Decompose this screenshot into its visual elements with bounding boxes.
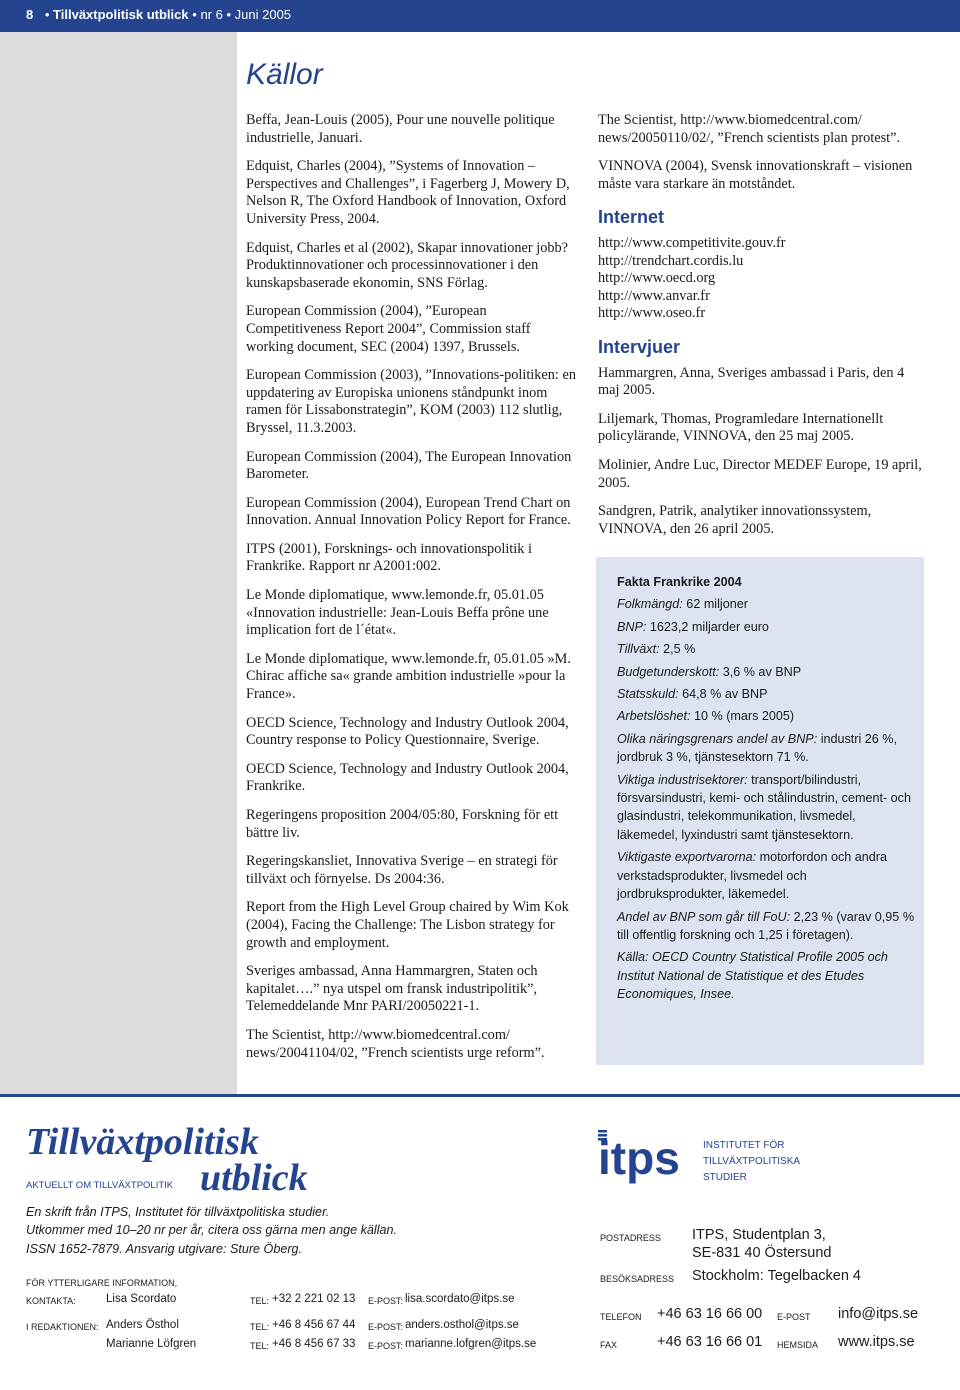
fact-value: 1623,2 miljarder euro bbox=[646, 619, 769, 634]
fact-item bbox=[617, 848, 917, 903]
fact-label: Viktigaste exportvarorna: bbox=[617, 850, 757, 865]
header-text bbox=[26, 7, 291, 22]
header-bullet: • bbox=[44, 7, 50, 22]
reference-item: OECD Science, Technology and Industry Outlook 2004, Frankrike. bbox=[246, 760, 569, 795]
interview-item: Molinier, Andre Luc, Director MEDEF Europe, 19 april, 2005. bbox=[598, 456, 922, 491]
tel-label: TEL: bbox=[250, 1322, 270, 1332]
reference-item: Edquist, Charles (2004), ”Systems of Innovation – Perspectives and Challenges”, i Fagerberg J, Mowery D, Nelson R, The Oxford Handbook of Innovation, Oxford University Press, 2004. bbox=[246, 158, 570, 227]
fact-label: Tillväxt: bbox=[617, 642, 660, 657]
publication-info-line: Utkommer med 10–20 nr per år, citera oss gärna men ange källan. bbox=[26, 1223, 398, 1238]
fact-value: 62 miljoner bbox=[682, 597, 748, 612]
fact-value: industri 26 %, jordbruk 3 %, tjänstesektorn 71 %. bbox=[617, 731, 898, 765]
intervjuer-heading: Intervjuer bbox=[598, 336, 681, 357]
fact-value: 2,23 % (varav 0,95 % till offentlig forskning och 1,25 i företagen). bbox=[617, 909, 915, 942]
web-link[interactable]: http://www.oecd.org bbox=[598, 270, 716, 287]
redaktion-label: I REDAKTIONEN: bbox=[26, 1322, 99, 1332]
editor-name: Anders Östhol bbox=[106, 1319, 179, 1331]
editor-email[interactable]: marianne.lofgren@itps.se bbox=[405, 1338, 537, 1350]
website-link[interactable]: www.itps.se bbox=[838, 1334, 915, 1350]
contact-phone: +32 2 221 02 13 bbox=[272, 1293, 356, 1305]
fact-item bbox=[617, 618, 917, 636]
fact-value: 2,5 % bbox=[659, 642, 696, 657]
issue-number: nr 6 bbox=[200, 7, 223, 22]
reference-item: The Scientist, http://www.biomedcentral.com/ news/20041104/02, ”French scientists urge reform”. bbox=[246, 1026, 545, 1061]
editor-email[interactable]: anders.osthol@itps.se bbox=[405, 1319, 519, 1331]
postal-address-line: ITPS, Studentplan 3, bbox=[692, 1227, 826, 1243]
institute-name bbox=[703, 1138, 800, 1186]
interview-item: Sandgren, Patrik, analytiker innovationssystem, VINNOVA, den 26 april 2005. bbox=[598, 503, 872, 537]
fact-item bbox=[617, 771, 917, 845]
fact-source: Källa: OECD Country Statistical Profile 2005 och Institut National de Statistique et des Etudes Economiques, Insee. bbox=[617, 950, 888, 1002]
fact-label: Olika näringsgrenars andel av BNP: bbox=[617, 731, 818, 746]
reference-item: ITPS (2001), Forsknings- och innovationspolitik i Frankrike. Rapport nr A2001:002. bbox=[246, 540, 532, 575]
fact-value: motorfordon och andra verkstadsprodukter, livsmedel och jordbruksprodukter, läkemedel. bbox=[617, 850, 887, 902]
editor-phone: +46 8 456 67 44 bbox=[272, 1319, 356, 1331]
fact-value: 10 % (mars 2005) bbox=[690, 709, 795, 724]
reference-item: Edquist, Charles et al (2002), Skapar innovationer jobb? Produktinnovationer och processinnovationer i den kunskapsbaserade ekonomin, SNS Förlag. bbox=[246, 239, 569, 291]
web-link[interactable]: http://www.oseo.fr bbox=[598, 305, 706, 322]
publication-name: Tillväxtpolitisk utblick bbox=[53, 7, 189, 22]
page-number: 8 bbox=[26, 7, 34, 22]
masthead-title-line1: Tillväxtpolitisk bbox=[26, 1121, 259, 1163]
reference-item: Beffa, Jean-Louis (2005), Pour une nouvelle politique industrielle, Januari. bbox=[246, 112, 555, 146]
masthead-tagline: AKTUELLT OM TILLVÄXTPOLITIK bbox=[26, 1180, 174, 1191]
reference-item: European Commission (2003), ”Innovations-politiken: en uppdatering av Europiska unionens ståndpunkt inom ramen för Lissabonstrategin”, KOM (2003) 112 slutlig, Bryssel, 11.3.2003. bbox=[246, 367, 576, 436]
fact-label: Viktiga industrisektorer: bbox=[617, 772, 748, 787]
contact-name: Lisa Scordato bbox=[106, 1293, 177, 1305]
fact-label: Arbetslöshet: bbox=[617, 709, 691, 724]
fact-value: 3,6 % av BNP bbox=[719, 664, 802, 679]
fact-item bbox=[617, 707, 917, 725]
fact-label: Budgetunderskott: bbox=[617, 664, 720, 679]
reference-item: European Commission (2004), European Trend Chart on Innovation. Annual Innovation Policy Report for France. bbox=[246, 494, 571, 529]
fax-number: +46 63 16 66 01 bbox=[657, 1334, 763, 1350]
publication-info-line: ISSN 1652-7879. Ansvarig utgivare: Sture Öberg. bbox=[26, 1241, 303, 1256]
reference-item: Sveriges ambassad, Anna Hammargren, Staten och kapitalet….” nya utspel om fransk industripolitik”, Telemeddelande Mnr PARI/20050221-1. bbox=[246, 963, 538, 1015]
reference-item: European Commission (2004), The European Innovation Barometer. bbox=[246, 448, 572, 483]
reference-item: Report from the High Level Group chaired by Wim Kok (2004), Facing the Challenge: The Lisbon strategy for growth and employment. bbox=[246, 899, 569, 951]
web-link[interactable]: http://www.anvar.fr bbox=[598, 287, 710, 304]
references-column-right bbox=[598, 112, 928, 549]
fax-label: FAX bbox=[600, 1340, 618, 1350]
reference-item: Regeringens proposition 2004/05:80, Forskning för ett bättre liv. bbox=[246, 807, 559, 841]
more-info-label: FÖR YTTERLIGARE INFORMATION, bbox=[26, 1278, 178, 1288]
top-header-bar bbox=[0, 0, 960, 32]
hemsida-label: HEMSIDA bbox=[777, 1340, 819, 1350]
visiting-address: Stockholm: Tegelbacken 4 bbox=[692, 1268, 862, 1284]
reference-item: Le Monde diplomatique, www.lemonde.fr, 05.01.05 »M. Chirac affiche sa« grande ambition industrielle »pour la France». bbox=[246, 650, 571, 703]
besoksadress-label: BESÖKSADRESS bbox=[600, 1274, 675, 1284]
fact-label: BNP: bbox=[617, 619, 647, 634]
fact-item bbox=[617, 730, 917, 767]
epost-label: E-POST bbox=[777, 1312, 811, 1322]
fact-label: Statsskuld: bbox=[617, 687, 679, 702]
editor-phone: +46 8 456 67 33 bbox=[272, 1338, 356, 1350]
itps-logo-icon bbox=[598, 1128, 696, 1188]
contact-email[interactable]: lisa.scordato@itps.se bbox=[405, 1293, 515, 1305]
fact-value: transport/bilindustri, försvarsindustri, kemi- och stålindustrin, cement- och glasindustri, telekommunikation, livsmedel, läkemedel, lyxindustri samt tjänstesektorn. bbox=[617, 772, 911, 842]
epost-label: E-POST: bbox=[368, 1322, 404, 1332]
left-margin-band bbox=[0, 32, 237, 1094]
reference-item: The Scientist, http://www.biomedcentral.com/ news/20050110/02/, ”French scientists plan protest”. bbox=[598, 112, 901, 146]
tel-label: TEL: bbox=[250, 1296, 270, 1306]
header-bullet: • bbox=[192, 7, 197, 22]
masthead-title-line2: utblick bbox=[200, 1157, 308, 1199]
footer-divider bbox=[0, 1094, 960, 1097]
interview-item: Liljemark, Thomas, Programledare Internationellt policylärande, VINNOVA, den 25 maj 2005. bbox=[598, 410, 884, 445]
fact-item bbox=[617, 663, 917, 681]
reference-item: VINNOVA (2004), Svensk innovationskraft – visionen måste vara starkare än motståndet. bbox=[598, 158, 913, 192]
fact-label: Folkmängd: bbox=[617, 597, 683, 612]
kontakta-label: KONTAKTA: bbox=[26, 1296, 76, 1306]
web-link[interactable]: http://trendchart.cordis.lu bbox=[598, 252, 744, 269]
postal-address-line: SE-831 40 Östersund bbox=[692, 1245, 832, 1261]
fact-item bbox=[617, 908, 917, 945]
fact-value: 64,8 % av BNP bbox=[678, 687, 768, 702]
publication-info-line: En skrift från ITPS, Institutet för tillväxtpolitiska studier. bbox=[26, 1205, 330, 1219]
header-bullet: • bbox=[226, 7, 232, 22]
reference-item: Regeringskansliet, Innovativa Sverige – en strategi för tillväxt och förnyelse. Ds 2004:36. bbox=[246, 853, 558, 887]
fact-box-title: Fakta Frankrike 2004 bbox=[617, 575, 742, 589]
phone-number: +46 63 16 66 00 bbox=[657, 1306, 763, 1322]
issue-date: Juni 2005 bbox=[234, 7, 292, 22]
fact-item bbox=[617, 640, 917, 658]
internet-heading: Internet bbox=[598, 207, 665, 228]
fact-box bbox=[596, 557, 924, 1065]
reference-item: OECD Science, Technology and Industry Outlook 2004, Country response to Policy Questionnaire, Sverige. bbox=[246, 714, 569, 749]
institute-name-line: STUDIER bbox=[703, 1172, 747, 1183]
logo-text: itps bbox=[598, 1132, 680, 1184]
postadress-label: POSTADRESS bbox=[600, 1233, 661, 1243]
web-link[interactable]: http://www.competitivite.gouv.fr bbox=[598, 234, 786, 251]
publication-info bbox=[26, 1203, 397, 1258]
references-column-left bbox=[246, 112, 576, 1073]
reference-item: European Commission (2004), ”European Competitiveness Report 2004”, Commission staff working document, SEC (2004) 1397, Brussels. bbox=[246, 303, 531, 355]
reference-item: Le Monde diplomatique, www.lemonde.fr, 05.01.05 «Innovation industrielle: Jean-Louis Beffa prône une implication fort de l´état«. bbox=[246, 587, 549, 639]
fact-item bbox=[617, 595, 917, 613]
fact-label: Andel av BNP som går till FoU: bbox=[617, 909, 791, 924]
epost-label: E-POST: bbox=[368, 1296, 404, 1306]
editor-name: Marianne Löfgren bbox=[106, 1338, 197, 1350]
page-title: Källor bbox=[246, 58, 323, 91]
tel-label: TEL: bbox=[250, 1341, 270, 1351]
internet-links bbox=[598, 235, 928, 323]
fact-item bbox=[617, 685, 917, 703]
epost-label: E-POST: bbox=[368, 1341, 404, 1351]
institute-name-line: TILLVÄXTPOLITISKA bbox=[703, 1156, 801, 1167]
contact-email[interactable]: info@itps.se bbox=[838, 1306, 919, 1322]
institute-name-line: INSTITUTET FÖR bbox=[703, 1140, 785, 1151]
telefon-label: TELEFON bbox=[600, 1312, 642, 1322]
interview-item: Hammargren, Anna, Sveriges ambassad i Paris, den 4 maj 2005. bbox=[598, 364, 905, 399]
